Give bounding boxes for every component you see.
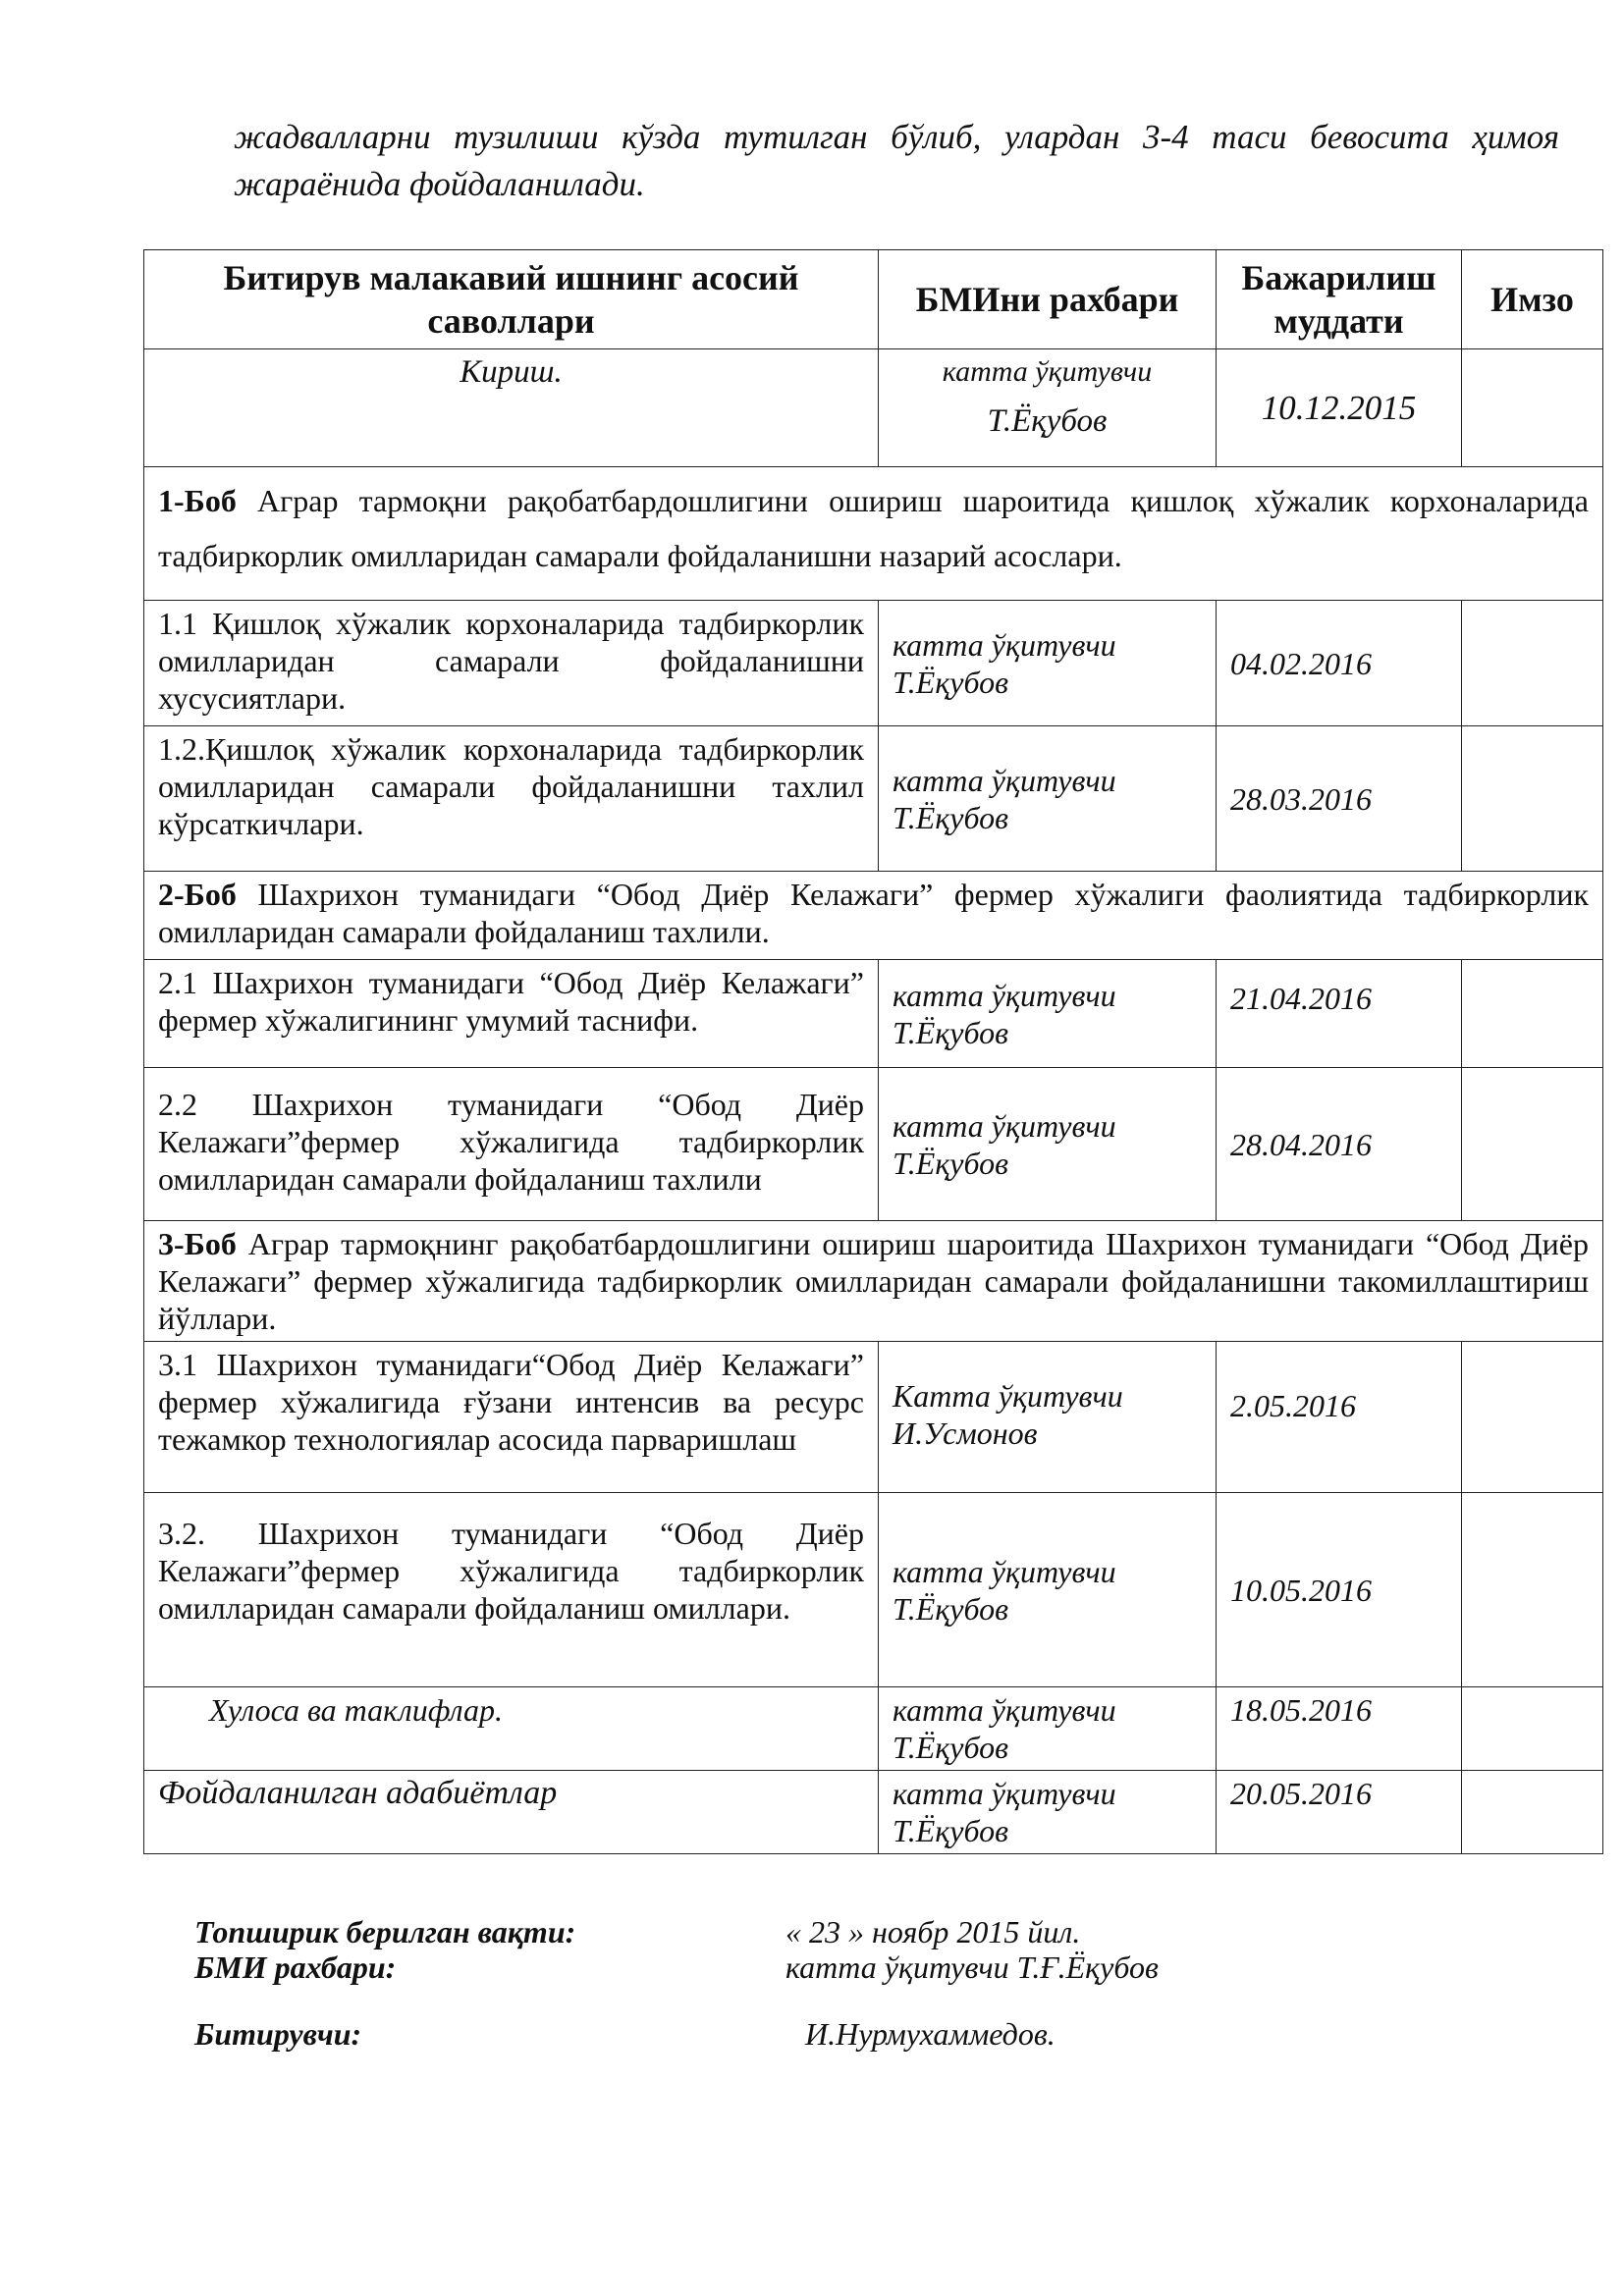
supervisor-name: Т.Ёқубов [893,1014,1009,1050]
chapter-row [144,467,1603,601]
signature-cell [1462,1493,1603,1687]
chapter-label: 3-Боб [158,1226,237,1261]
date-cell: 21.04.2016 [1217,960,1462,1068]
table-row [144,1068,1603,1221]
supervisor-title: катта ўқитувчи [893,977,1116,1013]
chapter-label: 1-Боб [158,483,237,518]
topic-cell: 1.2.Қишлоқ хўжалик корхоналарида тадбиркорлик омилларидан самарали фойдаланишни тахлил кўрсаткичлари. [144,726,879,872]
signature-cell [1462,1687,1603,1771]
supervisor-cell [879,1771,1217,1854]
thesis-plan-table [143,249,1603,1854]
header-supervisor: БМИни рахбари [879,250,1217,349]
chapter-cell [144,1221,1603,1342]
chapter-row [144,1221,1603,1342]
date-cell: 04.02.2016 [1217,601,1462,726]
supervisor-title: катта ўқитувчи [893,1776,1116,1811]
table-row [144,1342,1603,1493]
supervisor-name: Т.Ёқубов [987,403,1108,439]
table-row [144,960,1603,1068]
supervisor-name: Т.Ёқубов [893,1730,1009,1765]
date-cell: 18.05.2016 [1217,1687,1462,1771]
table-row [144,349,1603,467]
header-deadline: Бажарилиш муддати [1217,250,1462,349]
supervisor-cell [879,726,1217,872]
graduate-label: Битирувчи: [194,2016,362,2052]
supervisor-cell [879,1342,1217,1493]
graduate-value: И.Нурмухаммедов. [805,2016,1056,2052]
date-cell: 2.05.2016 [1217,1342,1462,1493]
chapter-cell [144,872,1603,960]
supervisor-title: катта ўқитувчи [893,1107,1116,1144]
topic-cell: 3.2. Шахрихон туманидаги “Обод Диёр Келажаги”фермер хўжалигида тадбиркорлик омилларидан самарали фойдаланиш омиллари. [144,1493,879,1687]
supervisor-title: катта ўқитувчи [893,1553,1116,1589]
table-header-row [144,250,1603,349]
topic-cell: 2.1 Шахрихон туманидаги “Обод Диёр Келажаги” фермер хўжалигининг умумий таснифи. [144,960,879,1068]
date-cell: 10.05.2016 [1217,1493,1462,1687]
table-row [144,1687,1603,1771]
supervisor-title: катта ўқитувчи [893,1692,1116,1728]
intro-paragraph: жадвалларни тузилиши кўзда тутилган бўлиб, улардан 3-4 таси бевосита ҳимоя жараёнида фойдаланилади. [234,118,1559,203]
signature-cell [1462,1342,1603,1493]
supervisor-title: Катта ўқитувчи [893,1378,1123,1414]
supervisor-name: Т.Ёқубов [893,1590,1009,1627]
supervisor-cell [879,1068,1217,1221]
date-cell: 28.04.2016 [1217,1068,1462,1221]
topic-cell: Хулоса ва таклифлар. [144,1687,879,1771]
supervisor-title: катта ўқитувчи [942,355,1153,388]
assigned-date-value: « 23 » ноябр 2015 йил. [785,1914,1081,1949]
supervisor-title: катта ўқитувчи [893,626,1116,663]
chapter-title: Аграр тармоқни рақобатбардошлигини ошириш шароитида қишлоқ хўжалик корхоналарида тадбиркорлик омилларидан самарали фойдаланишни назарий асослари. [158,483,1590,573]
topic-cell: 1.1 Қишлоқ хўжалик корхоналарида тадбиркорлик омилларидан самарали фойдаланишни хусусиятлари. [144,601,879,726]
signature-cell [1462,726,1603,872]
date-cell: 10.12.2015 [1217,349,1462,467]
supervisor-name: Т.Ёқубов [893,664,1009,700]
signature-cell [1462,960,1603,1068]
chapter-title: Шахрихон туманидаги “Обод Диёр Келажаги” фермер хўжалиги фаолиятида тадбиркорлик омилларидан самарали фойдаланиш тахлили. [158,877,1589,949]
signature-cell [1462,601,1603,726]
table-row [144,1771,1603,1854]
table-row [144,601,1603,726]
assigned-date-label: Топширик берилган вақти: [194,1914,576,1949]
signature-cell [1462,1771,1603,1854]
supervisor-cell [879,349,1217,467]
topic-cell: 3.1 Шахрихон туманидаги“Обод Диёр Келажаги” фермер хўжалигида ғўзани интенсив ва ресурс тежамкор технологиялар асосида парваришлаш [144,1342,879,1493]
supervisor-cell [879,960,1217,1068]
topic-cell: Фойдаланилган адабиётлар [144,1771,879,1854]
header-questions: Битирув малакавий ишнинг асосий саволлари [144,250,879,349]
signature-cell [1462,349,1603,467]
supervisor-cell [879,601,1217,726]
date-cell: 20.05.2016 [1217,1771,1462,1854]
header-signature: Имзо [1462,250,1603,349]
topic-cell: 2.2 Шахрихон туманидаги “Обод Диёр Келажаги”фермер хўжалигида тадбиркорлик омилларидан самарали фойдаланиш тахлили [144,1068,879,1221]
supervisor-cell [879,1493,1217,1687]
supervisor-cell [879,1687,1217,1771]
chapter-row [144,872,1603,960]
chapter-label: 2-Боб [158,877,237,912]
chapter-cell [144,467,1603,601]
supervisor-name: Т.Ёқубов [893,1145,1009,1181]
supervisor-title: катта ўқитувчи [893,762,1116,798]
chapter-title: Аграр тармоқнинг рақобатбардошлигини ошириш шароитида Шахрихон туманидаги “Обод Диёр Келажаги” фермер хўжалигида тадбиркорлик омилларидан самарали фойдаланишни такомиллаштириш йўллари. [158,1226,1590,1336]
supervisor-name: И.Усмонов [893,1415,1038,1451]
signature-cell [1462,1068,1603,1221]
table-row [144,1493,1603,1687]
supervisor-label: БМИ рахбари: [194,1949,397,1985]
date-cell: 28.03.2016 [1217,726,1462,872]
supervisor-name: Т.Ёқубов [893,1813,1009,1848]
supervisor-name: Т.Ёқубов [893,799,1009,835]
topic-cell: Кириш. [144,349,879,467]
table-row [144,726,1603,872]
supervisor-value: катта ўқитувчи Т.Ғ.Ёқубов [785,1949,1159,1985]
